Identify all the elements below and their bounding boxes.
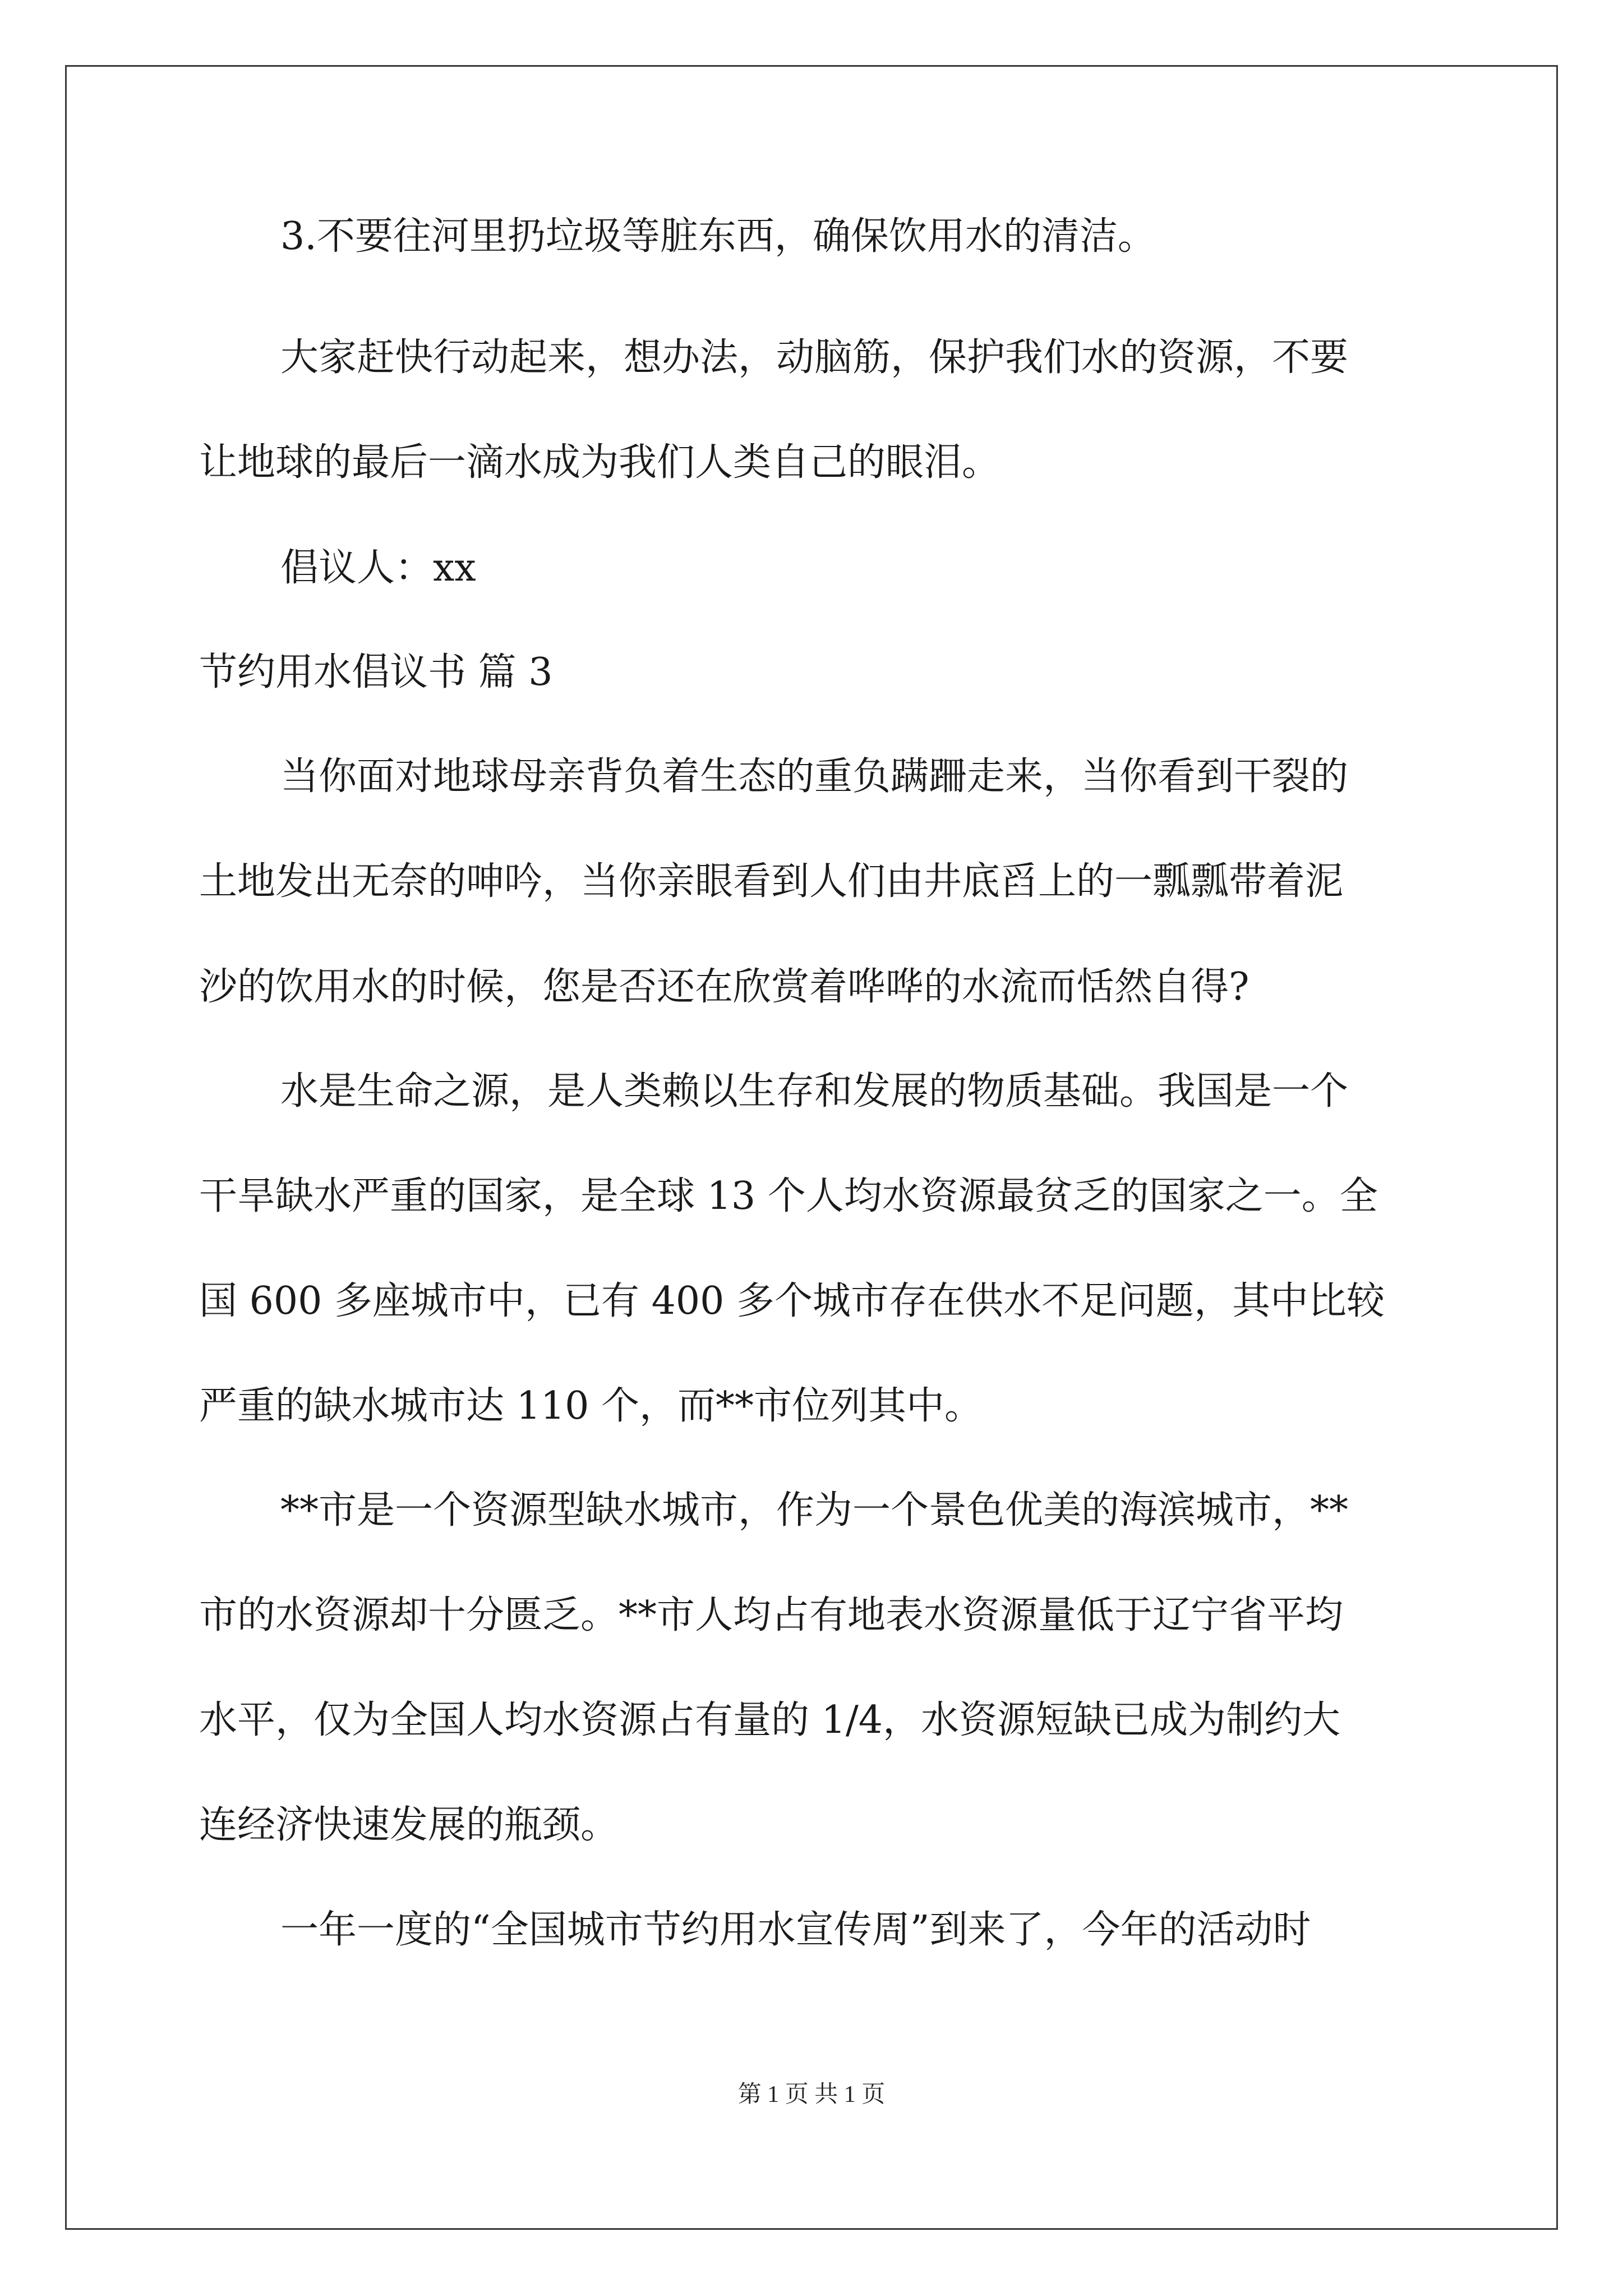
paragraph-line: 连经济快速发展的瓶颈。 <box>199 1803 619 1847</box>
paragraph-line: 3.不要往河里扔垃圾等脏东西，确保饮用水的清洁。 <box>280 214 1156 259</box>
paragraph-line: 土地发出无奈的呻吟，当你亲眼看到人们由井底舀上的一瓢瓢带着泥 <box>199 859 1344 904</box>
paragraph-line: 让地球的最后一滴水成为我们人类自己的眼泪。 <box>199 440 1000 485</box>
page-number-footer: 第 1 页 共 1 页 <box>737 2082 886 2108</box>
paragraph-line: 沙的饮用水的时候，您是否还在欣赏着哗哗的水流而恬然自得? <box>199 965 1249 1009</box>
paragraph-line: 国 600 多座城市中，已有 400 多个城市存在供水不足问题，其中比较 <box>199 1279 1385 1323</box>
paragraph-line: 市的水资源却十分匮乏。**市人均占有地表水资源量低于辽宁省平均 <box>199 1593 1344 1637</box>
paragraph-line: **市是一个资源型缺水城市，作为一个景色优美的海滨城市，** <box>280 1488 1349 1533</box>
paragraph-line: 水是生命之源，是人类赖以生存和发展的物质基础。我国是一个 <box>280 1069 1349 1114</box>
paragraph-line: 当你面对地球母亲背负着生态的重负蹒跚走来，当你看到干裂的 <box>280 754 1349 799</box>
section-heading: 节约用水倡议书 篇 3 <box>199 650 553 694</box>
paragraph-line: 一年一度的“全国城市节约用水宣传周”到来了，今年的活动时 <box>280 1908 1311 1952</box>
paragraph-line: 干旱缺水严重的国家，是全球 13 个人均水资源最贫乏的国家之一。全 <box>199 1174 1378 1218</box>
page-border <box>65 65 1558 2230</box>
paragraph-line: 大家赶快行动起来，想办法，动脑筋，保护我们水的资源，不要 <box>280 335 1349 380</box>
paragraph-line: 严重的缺水城市达 110 个，而**市位列其中。 <box>199 1384 983 1428</box>
paragraph-line: 水平，仅为全国人均水资源占有量的 1/4，水资源短缺已成为制约大 <box>199 1698 1341 1742</box>
signature-line: 倡议人：xx <box>280 546 476 590</box>
